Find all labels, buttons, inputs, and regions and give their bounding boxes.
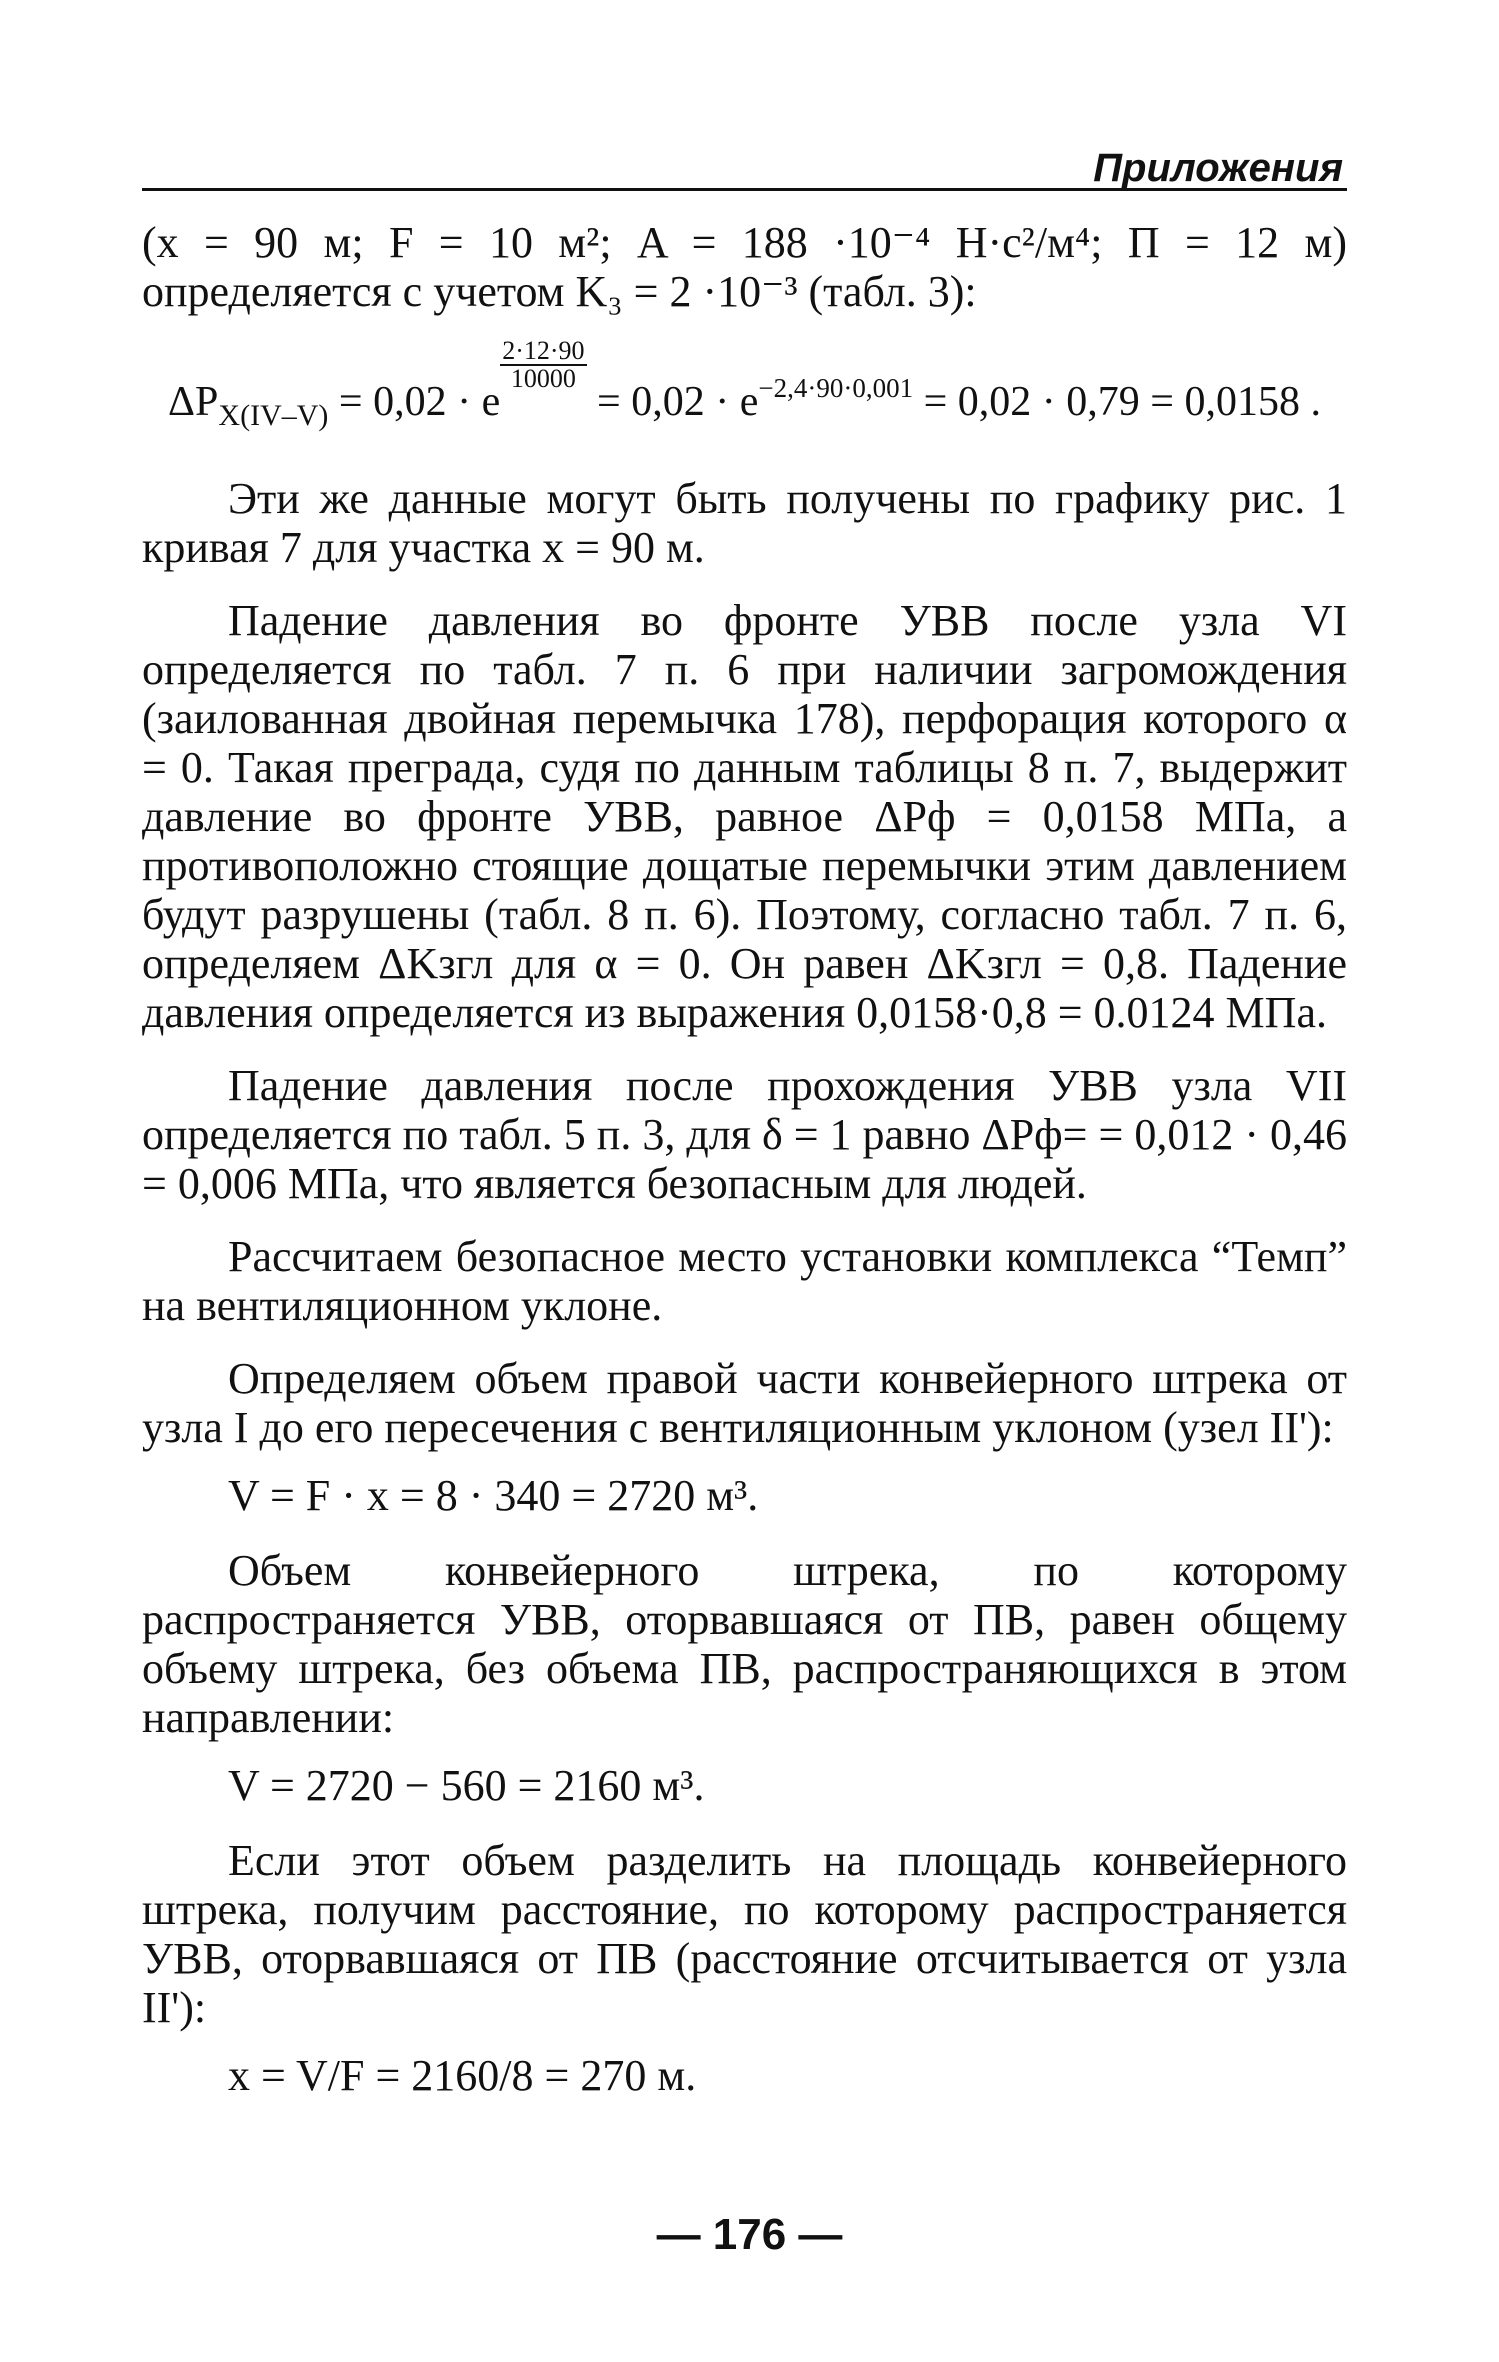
page-number: — 176 — — [656, 2210, 843, 2259]
section-title: Приложения — [1093, 146, 1343, 190]
paragraph: Падение давления во фронте УВВ после узла VI определяется по табл. 7 п. 6 при наличии загромождения (заилованная двойная перемычка 178), перфорация которого α = 0. Такая преграда, судя по данным таблицы 8 п. 7, выдержит давление во фронте УВВ, равное ΔPф = 0,0158 МПа, а противоположно стоящие дощатые перемычки этим давлением будут разрушены (табл. 8 п. 6). Поэтому, согласно табл. 7 п. 6, определяем ΔKзгл для α = 0. Он равен ΔKзгл = 0,8. Падение давления определяется из выражения 0,0158·0,8 = 0.0124 МПа. — [142, 596, 1347, 1037]
formula-pressure-drop — [142, 338, 1347, 444]
formula-part-c: = 0,02 · 0,79 = 0,0158 . — [923, 379, 1321, 425]
page-body — [142, 218, 1347, 2126]
paragraph: (x = 90 м; F = 10 м²; A = 188 ·10⁻⁴ Н·с²/м⁴; П = 12 м) определяется с учетом K₃ = 2 ·10⁻³ (табл. 3): — [142, 218, 1347, 316]
equation-distance: x = V/F = 2160/8 = 270 м. — [228, 2051, 697, 2100]
formula-lhs-subscript: X(IV–V) — [218, 399, 329, 432]
formula-part-b: = 0,02 · e — [597, 379, 759, 425]
paragraph: Определяем объем правой части конвейерного штрека от узла I до его пересечения с вентиляционным уклоном (узел II'): — [142, 1354, 1347, 1452]
formula-exponent-2: −2,4·90·0,001 — [758, 373, 914, 403]
exponent-denominator: 10000 — [510, 364, 576, 393]
formula-exponent-fraction — [500, 338, 586, 392]
formula-lhs: ΔP — [168, 379, 219, 425]
exponent-numerator: 2·12·90 — [502, 336, 585, 365]
paragraph: Рассчитаем безопасное место установки комплекса “Темп” на вентиляционном уклоне. — [142, 1232, 1347, 1330]
paragraph: Объем конвейерного штрека, по которому распространяется УВВ, оторвавшаяся от ПВ, равен общему объему штрека, без объема ПВ, распространяющихся в этом направлении: — [142, 1546, 1347, 1742]
paragraph: Эти же данные могут быть получены по графику рис. 1 кривая 7 для участка x = 90 м. — [142, 474, 1347, 572]
formula-part-a: = 0,02 · e — [338, 379, 501, 425]
paragraph: Если этот объем разделить на площадь конвейерного штрека, получим расстояние, по которому распространяется УВВ, оторвавшаяся от ПВ (расстояние отсчитывается от узла II'): — [142, 1836, 1347, 2032]
running-header — [142, 148, 1347, 191]
equation-remaining-volume: V = 2720 − 560 = 2160 м³. — [228, 1761, 705, 1810]
paragraph: Падение давления после прохождения УВВ узла VII определяется по табл. 5 п. 3, для δ = 1 равно ΔPф= = 0,012 · 0,46 = 0,006 МПа, что является безопасным для людей. — [142, 1061, 1347, 1208]
equation-volume: V = F · x = 8 · 340 = 2720 м³. — [228, 1471, 759, 1520]
